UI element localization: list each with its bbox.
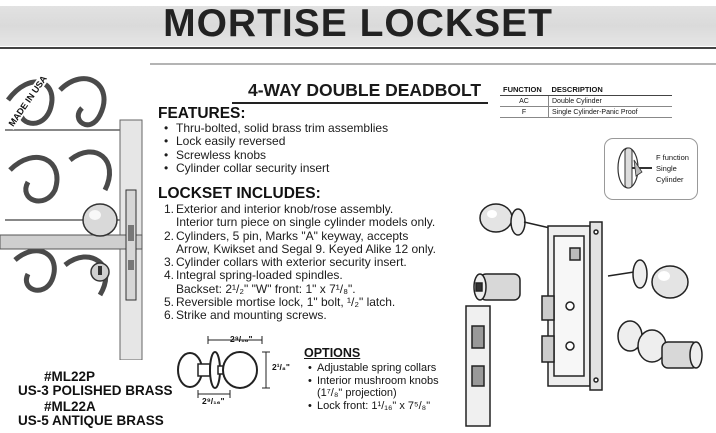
dimension-top: 2⁹/₁₆" [230,334,253,344]
table-row [500,96,672,107]
list-item [308,362,439,375]
description-column-header: DESCRIPTION [549,84,673,96]
item-number: 4. [164,268,175,283]
item-line: Exterior and interior knob/rose assembly. [176,202,394,216]
list-item: • Lock easily reversed [164,135,388,148]
f-function-line: F function [656,153,689,162]
dimension-side: 2¹/₈" [272,362,290,372]
item-line: Arrow, Kwikset and Segal 9. Keyed Alike 12 only. [176,241,436,256]
f-function-line: Cylinder [656,175,684,184]
model-finish: US-3 POLISHED BRASS [18,383,173,398]
item-line: • Adjustable spring collars [317,362,437,374]
item-line: • Lock front: 1¹/₁₆" x 7⁵/₈" [317,399,431,412]
list-item [164,309,436,322]
function-table [500,84,672,118]
options-heading: OPTIONS [304,346,361,360]
subtitle-underline [232,102,488,104]
item-number: 3. [164,255,175,270]
item-line: Cylinders, 5 pin, Marks "A" keyway, accepts [176,228,409,243]
list-item: • Cylinder collar security insert [164,162,388,175]
item-line: Backset: 2¹/₂" "W" front: 1" x 7¹/₈". [176,281,356,296]
list-item: • Screwless knobs [164,149,388,162]
f-function-label [656,152,689,185]
list-item [308,375,439,400]
model-block-polished [18,370,173,398]
made-in-usa-stamp: MADE IN USA [6,73,49,129]
list-item [164,256,436,269]
features-list [164,122,388,175]
f-function-line: Single [656,164,677,173]
list-item [164,203,436,230]
item-line: (1⁷/₈" projection) [317,387,397,399]
model-sku: #ML22P [44,369,96,384]
page-subtitle: 4-WAY DOUBLE DEADBOLT [248,80,482,100]
function-code: AC [500,96,549,107]
list-item [164,269,436,296]
item-line: Interior turn piece on single cylinder models only. [176,215,436,230]
item-number: 5. [164,295,175,310]
features-heading: FEATURES: [158,105,246,122]
options-list [308,362,439,412]
item-line: Strike and mounting screws. [176,308,327,323]
model-block-antique [18,400,164,428]
item-line: Reversible mortise lock, 1" bolt, ¹/₂" latch. [176,295,396,310]
exploded-lockset-diagram [458,196,708,431]
item-number: 1. [164,202,175,216]
list-item [164,230,436,257]
item-line: Integral spring-loaded spindles. [176,268,343,283]
table-row [500,107,672,118]
function-description: Single Cylinder-Panic Proof [549,107,673,118]
page-title: MORTISE LOCKSET [163,2,553,45]
function-table-header [500,84,672,96]
function-description: Double Cylinder [549,96,673,107]
model-sku: #ML22A [44,399,96,414]
item-number: 6. [164,308,175,323]
item-number: 2. [164,228,175,243]
item-line: • Interior mushroom knobs [317,374,439,387]
function-column-header: FUNCTION [500,84,549,96]
includes-heading: LOCKSET INCLUDES: [158,185,321,202]
model-finish: US-5 ANTIQUE BRASS [18,413,164,428]
dimension-bottom: 2⁹/₁₆" [202,396,225,406]
function-code: F [500,107,549,118]
list-item [308,400,439,413]
item-line: Cylinder collars with exterior security insert. [176,255,407,270]
turn-piece-illustration [608,142,654,194]
list-item [164,296,436,309]
list-item: • Thru-bolted, solid brass trim assemblies [164,122,388,135]
includes-list [164,203,436,323]
